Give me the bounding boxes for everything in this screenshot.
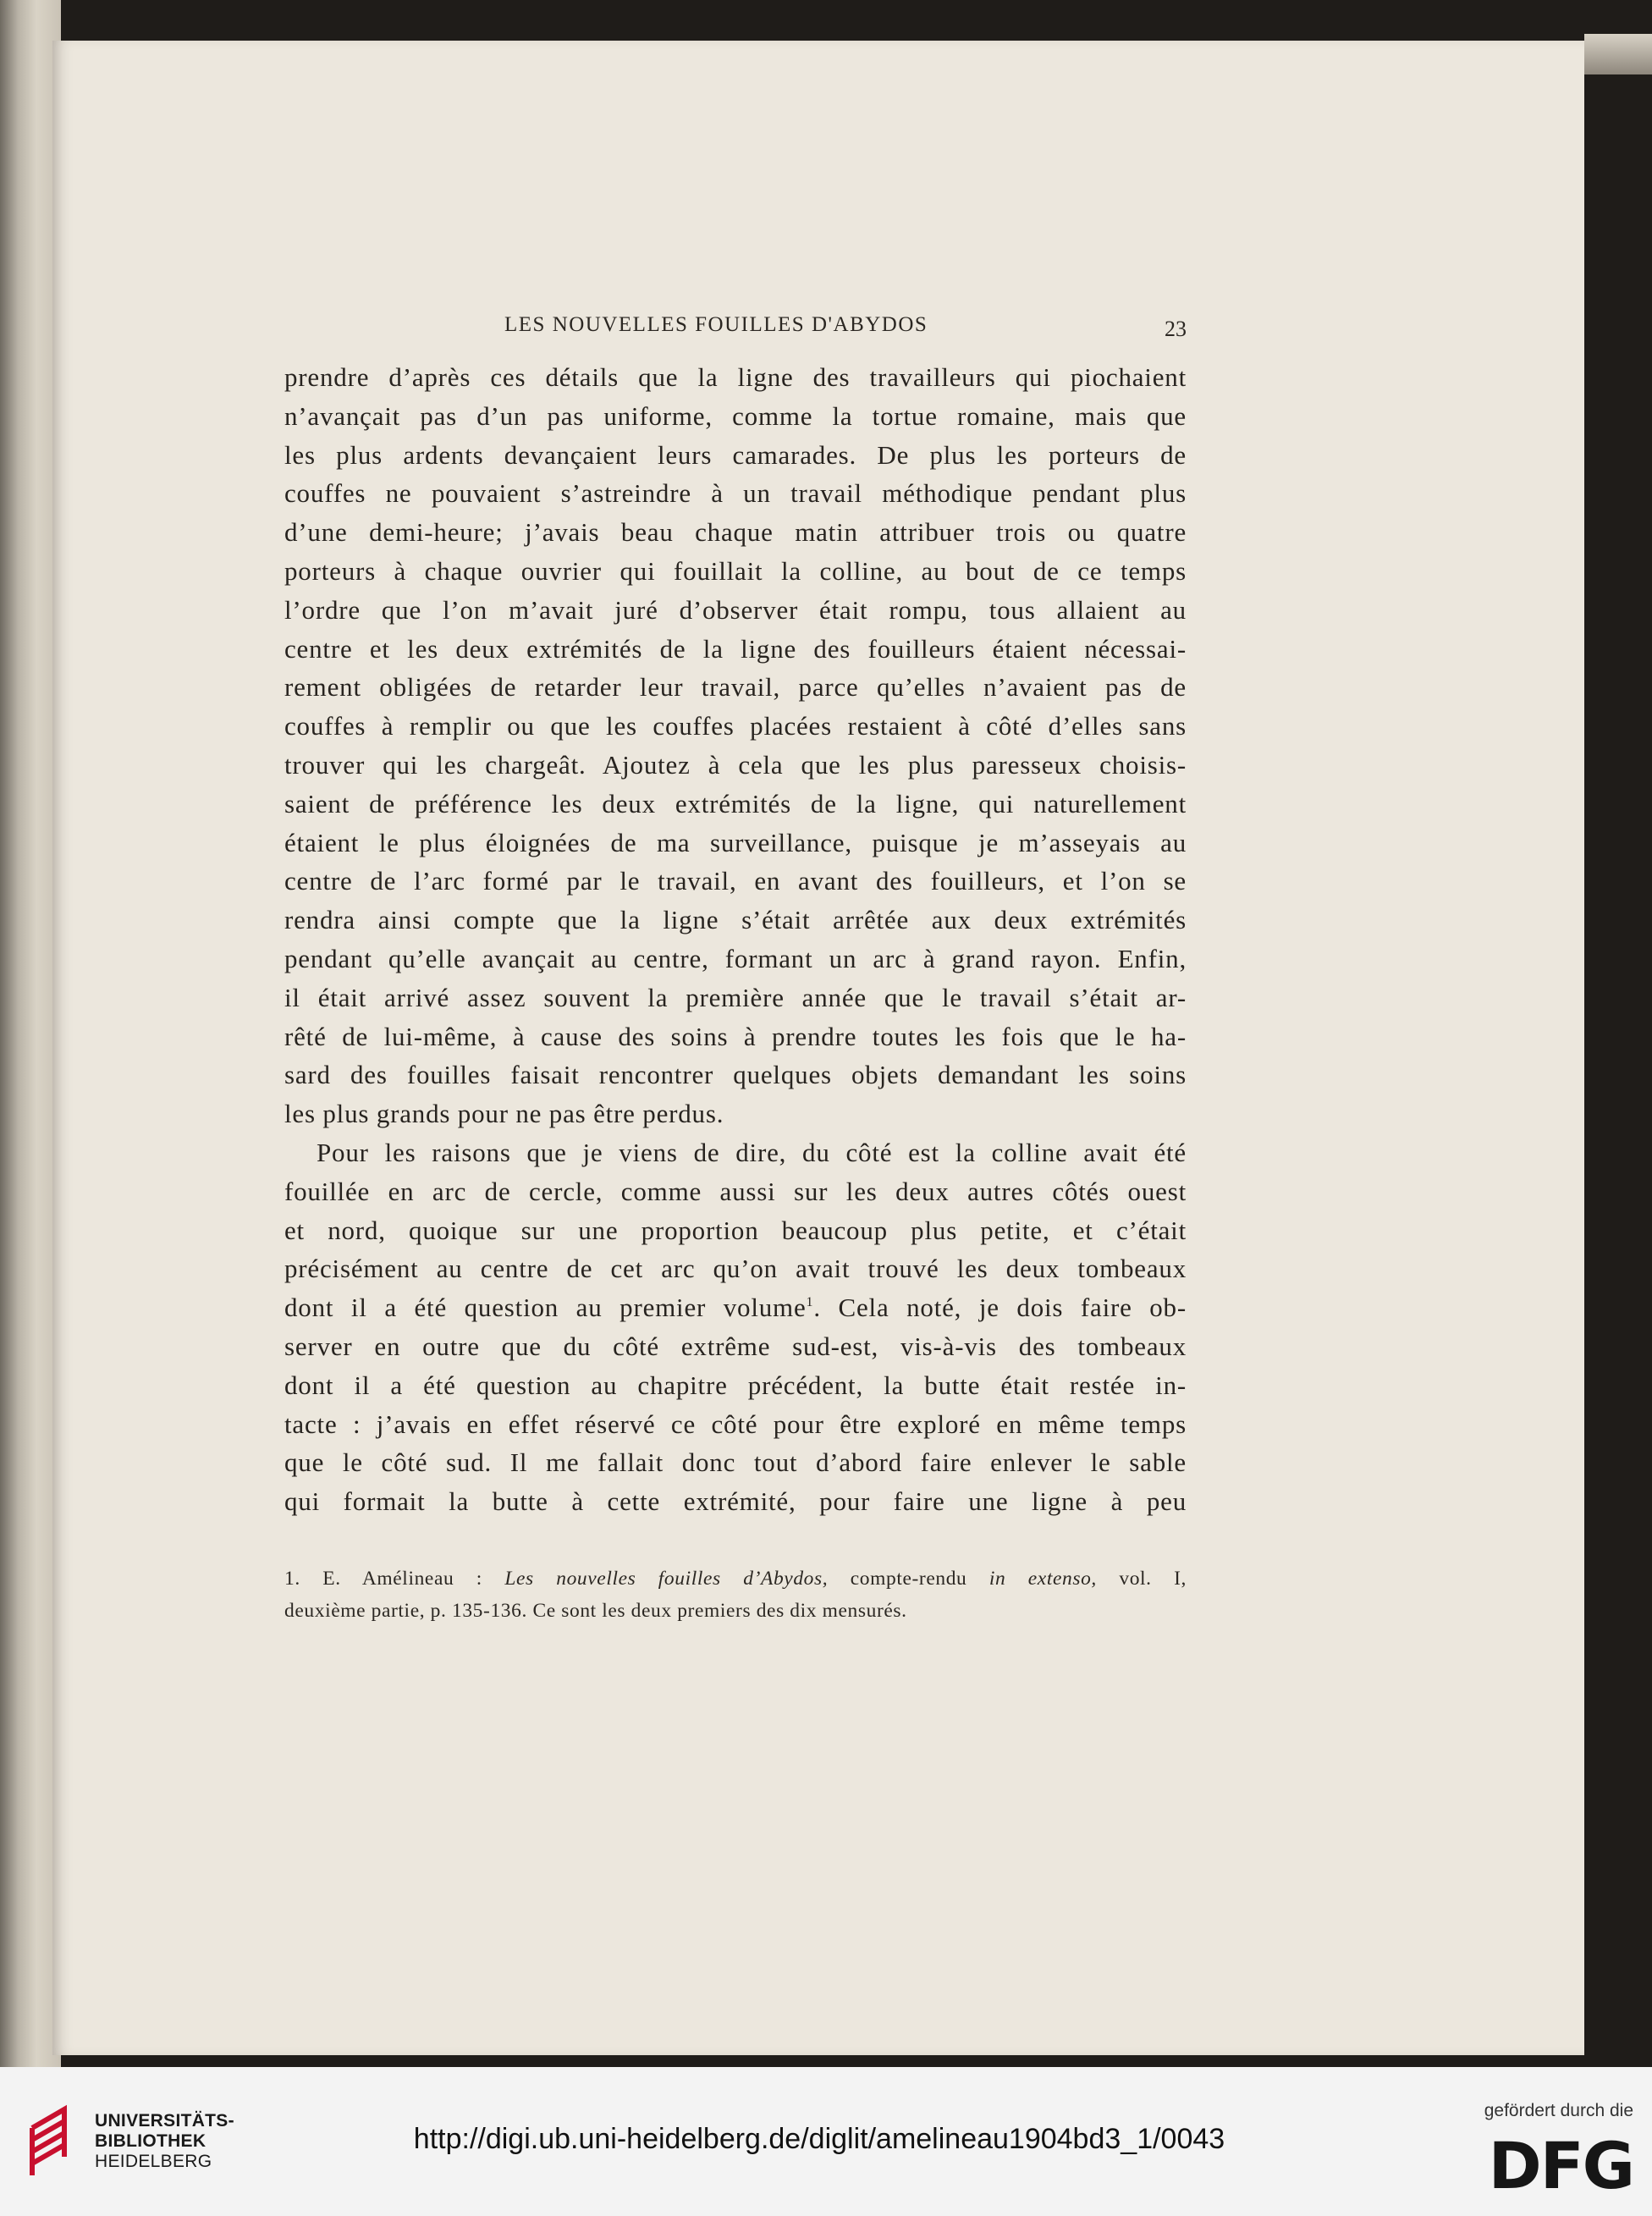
- running-title: LES NOUVELLES FOUILLES D'ABYDOS: [504, 313, 928, 336]
- text-line: dont il a été question au chapitre précédent, la butte était restée in-: [284, 1370, 1187, 1400]
- text-line: que le côté sud. Il me fallait donc tout d’abord faire enlever le sable: [284, 1447, 1187, 1478]
- footnote-reference: 1: [806, 1295, 814, 1310]
- text-line: fouillée en arc de cercle, comme aussi sur les deux autres côtés ouest: [284, 1176, 1187, 1206]
- text-line: couffes ne pouvaient s’astreindre à un travail méthodique pendant plus: [284, 478, 1187, 509]
- text-line: trouver qui les chargeât. Ajoutez à cela que les plus paresseux choisis-: [284, 749, 1187, 780]
- permalink-url[interactable]: http://digi.ub.uni-heidelberg.de/diglit/amelineau1904bd3_1/0043: [413, 2123, 1225, 2155]
- text-line: sard des fouilles faisait rencontrer quelques objets demandant les soins: [284, 1060, 1187, 1090]
- footnote-line: [284, 1563, 1187, 1595]
- footnote-line: deuxième partie, p. 135-136. Ce sont les deux premiers des dix mensurés.: [284, 1600, 907, 1622]
- text-line: et nord, quoique sur une proportion beaucoup plus petite, et c’était: [284, 1215, 1187, 1245]
- library-name-line: UNIVERSITÄTS-: [95, 2111, 234, 2131]
- library-name: [95, 2111, 264, 2172]
- text-line: rêté de lui-même, à cause des soins à prendre toutes les fois que le ha-: [284, 1021, 1187, 1051]
- text-fragment: . Cela noté, je dois faire ob-: [813, 1293, 1187, 1323]
- text-line: les plus ardents devançaient leurs camarades. De plus les porteurs de: [284, 439, 1187, 470]
- footnote-title: Les nouvelles fouilles d’Abydos,: [504, 1568, 829, 1590]
- text-line-with-footnote-ref: [284, 1288, 1187, 1327]
- text-line: les plus grands pour ne pas être perdus.: [284, 1099, 724, 1129]
- viewer-footer: [0, 2067, 1652, 2216]
- text-line: n’avançait pas d’un pas uniforme, comme la tortue romaine, mais que: [284, 400, 1187, 431]
- university-library-logo-icon: [24, 2103, 95, 2184]
- footnote-in-extenso: in extenso,: [988, 1568, 1097, 1590]
- page-edge-strip: [1584, 34, 1652, 74]
- text-line: saient de préférence les deux extrémités de la ligne, qui naturellement: [284, 788, 1187, 819]
- text-line: d’une demi-heure; j’avais beau chaque matin attribuer trois ou quatre: [284, 517, 1187, 548]
- text-fragment: dont il a été question au premier volume: [284, 1293, 807, 1323]
- dfg-logo: DFG: [1488, 2128, 1633, 2203]
- footnote-author: E. Amélineau :: [322, 1568, 482, 1590]
- text-line: Pour les raisons que je viens de dire, du côté est la colline avait été: [317, 1137, 1187, 1167]
- text-line: rendra ainsi compte que la ligne s’était arrêtée aux deux extrémités: [284, 905, 1187, 935]
- footnote-volume: vol. I,: [1119, 1568, 1187, 1590]
- text-line: pendant qu’elle avançait au centre, formant un arc à grand rayon. Enfin,: [284, 943, 1187, 973]
- text-line: prendre d’après ces détails que la ligne des travailleurs qui piochaient: [284, 362, 1187, 392]
- text-line: centre de l’arc formé par le travail, en avant des fouilleurs, et l’on se: [284, 866, 1187, 896]
- running-head: [284, 313, 1187, 347]
- text-line: rement obligées de retarder leur travail, parce qu’elles n’avaient pas de: [284, 672, 1187, 703]
- funding-label: gefördert durch die: [1484, 2101, 1633, 2120]
- text-line: étaient le plus éloignées de ma surveillance, puisque je m’asseyais au: [284, 827, 1187, 857]
- text-line: précisément au centre de cet arc qu’on avait trouvé les deux tombeaux: [284, 1254, 1187, 1284]
- text-line: il était arrivé assez souvent la première année que le travail s’était ar-: [284, 982, 1187, 1012]
- footnote: [284, 1563, 1187, 1627]
- body-text: [284, 358, 1187, 1521]
- text-line: couffes à remplir ou que les couffes placées restaient à côté d’elles sans: [284, 711, 1187, 741]
- text-line: server en outre que du côté extrême sud-est, vis-à-vis des tombeaux: [284, 1331, 1187, 1361]
- text-line: centre et les deux extrémités de la ligne des fouilleurs étaient nécessai-: [284, 633, 1187, 664]
- library-name-line: HEIDELBERG: [95, 2152, 212, 2171]
- text-line: porteurs à chaque ouvrier qui fouillait la colline, au bout de ce temps: [284, 555, 1187, 586]
- footnote-text: compte-rendu: [850, 1568, 967, 1590]
- library-name-line: BIBLIOTHEK: [95, 2131, 206, 2151]
- text-line: qui formait la butte à cette extrémité, pour faire une ligne à peu: [284, 1486, 1187, 1517]
- text-line: l’ordre que l’on m’avait juré d’observer était rompu, tous allaient au: [284, 594, 1187, 625]
- footnote-marker: 1.: [284, 1568, 300, 1590]
- text-line: tacte : j’avais en effet réservé ce côté pour être exploré en même temps: [284, 1408, 1187, 1439]
- page-number: 23: [1165, 317, 1187, 341]
